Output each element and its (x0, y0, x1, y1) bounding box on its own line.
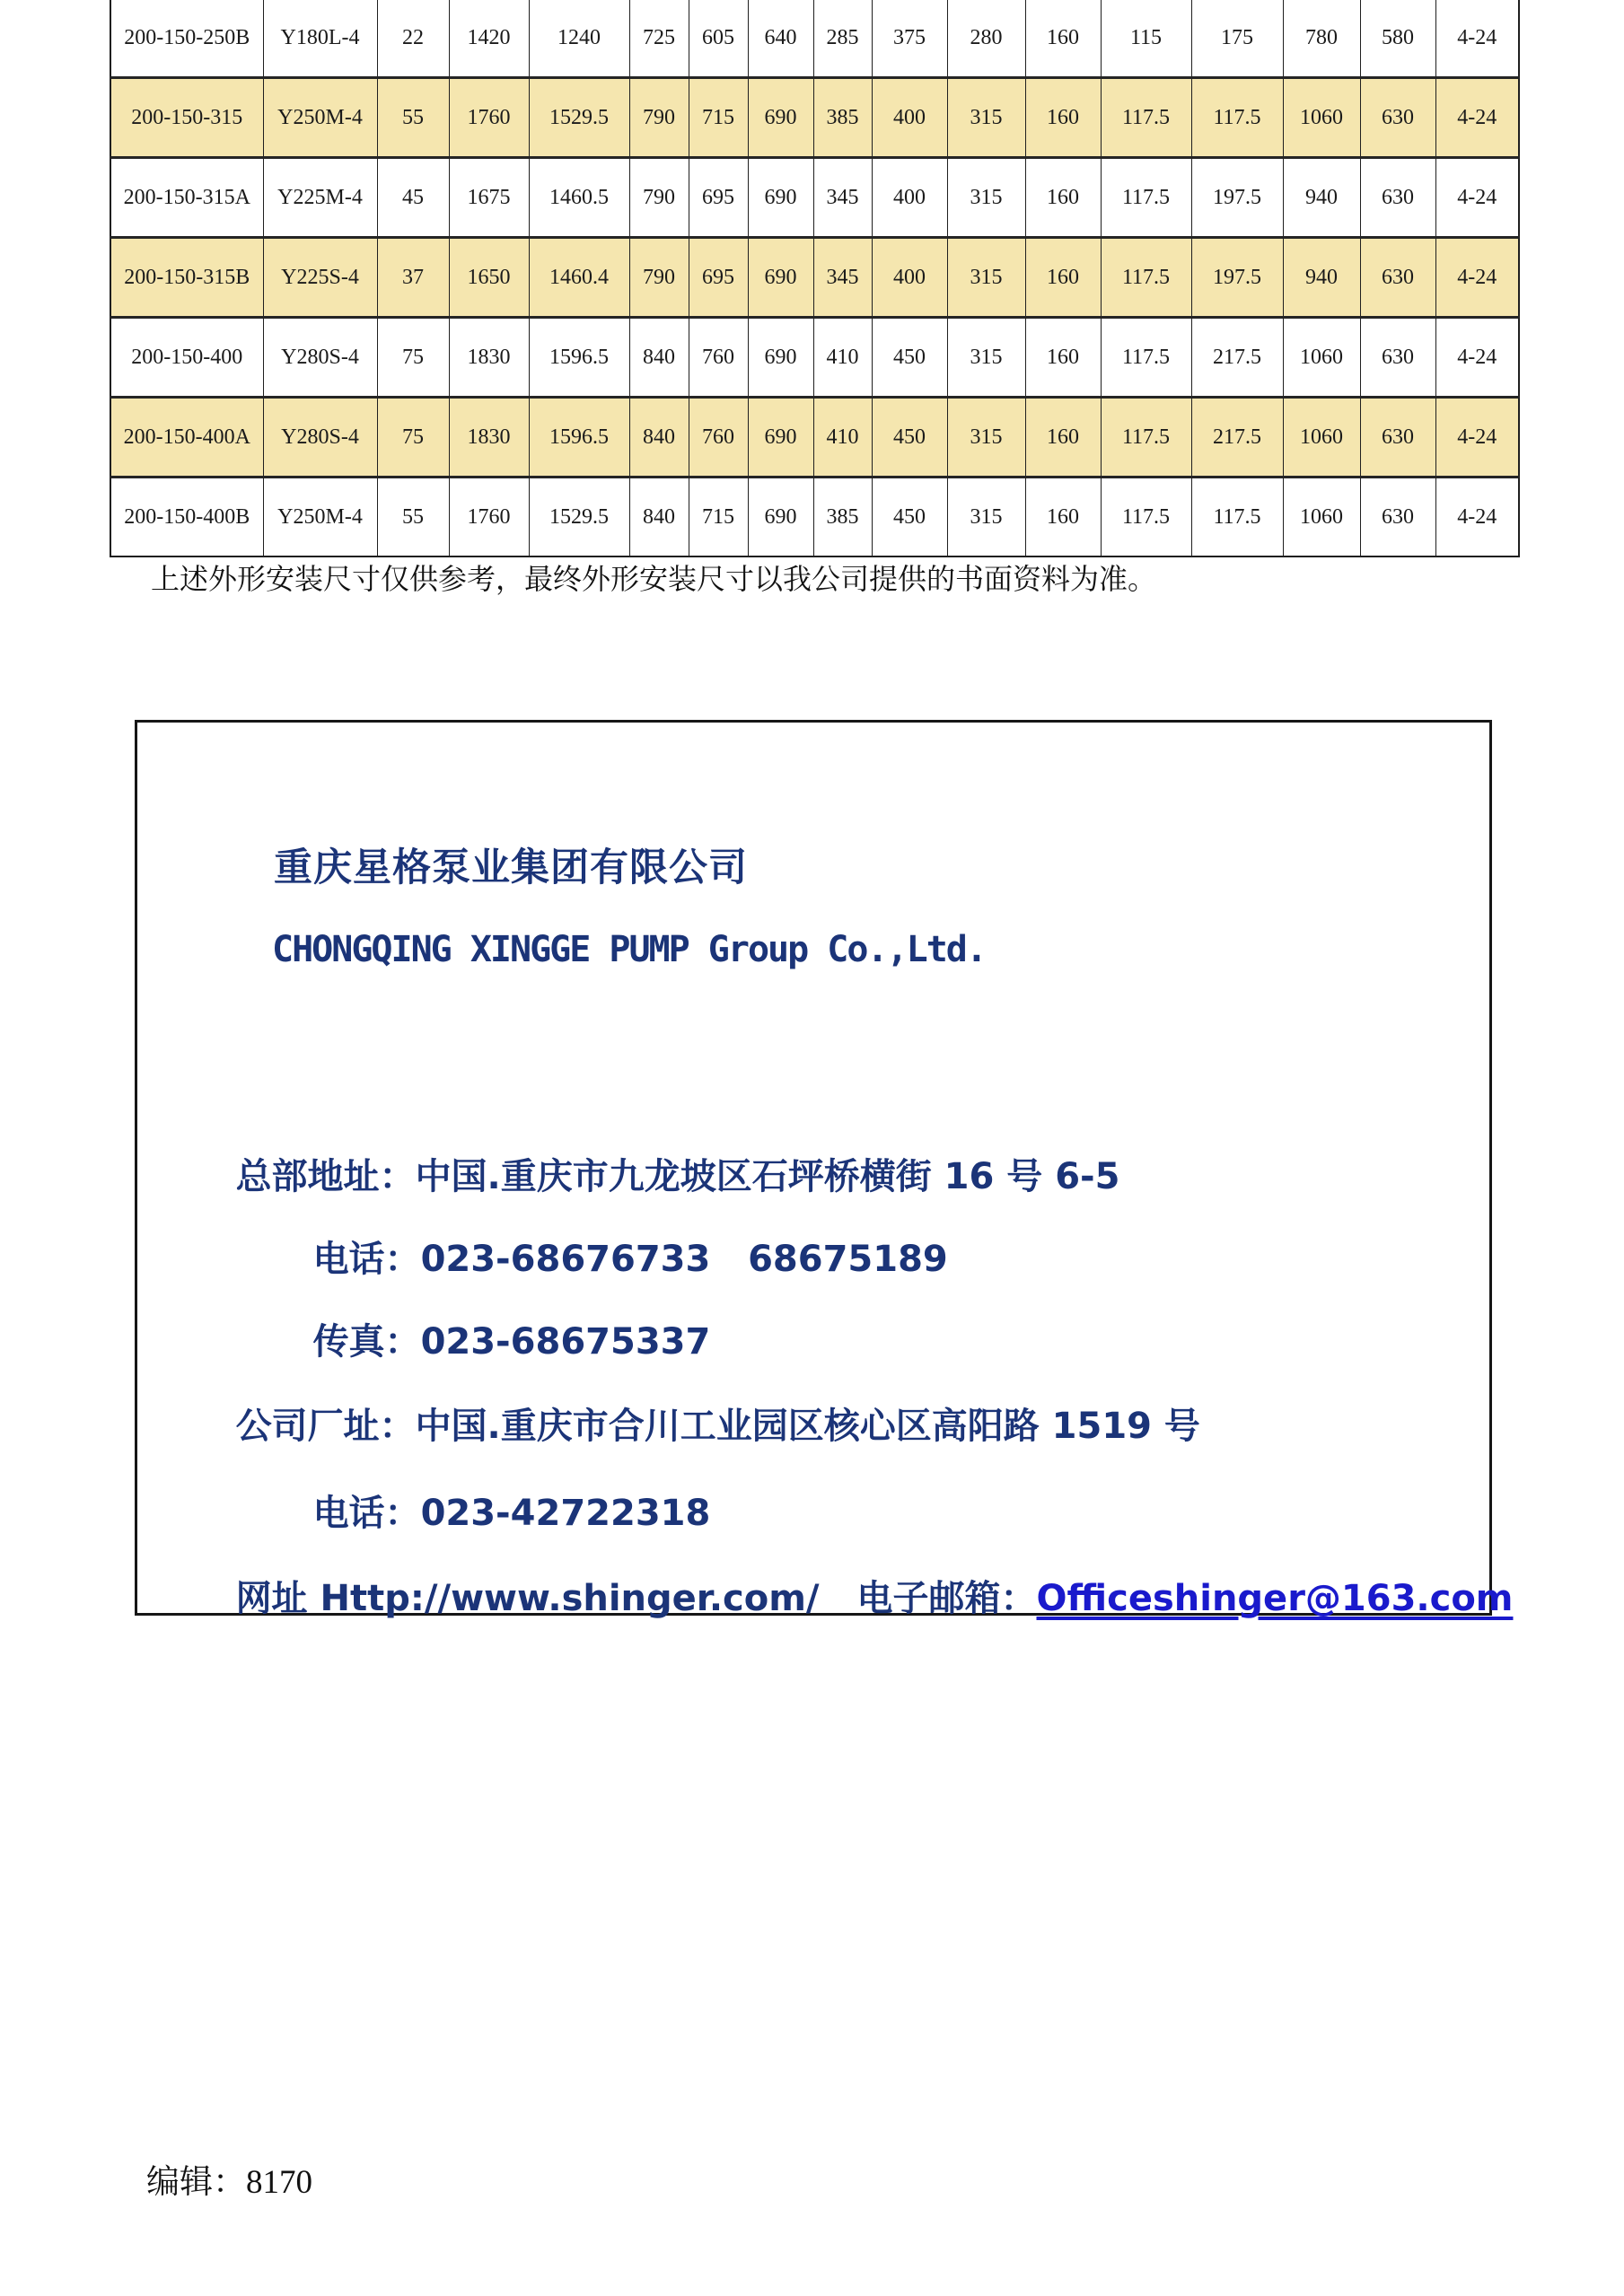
table-cell: 640 (748, 0, 813, 78)
table-cell: 315 (947, 398, 1025, 478)
table-cell: 75 (377, 318, 449, 398)
table-cell: 55 (377, 78, 449, 158)
table-cell: 1830 (449, 318, 529, 398)
hq-phone-value: 023-68676733 68675189 (420, 1239, 948, 1280)
table-cell: 630 (1360, 238, 1435, 318)
table-cell: Y225M-4 (263, 158, 377, 238)
table-cell: 160 (1025, 78, 1101, 158)
table-cell: 780 (1283, 0, 1360, 78)
table-cell: Y180L-4 (263, 0, 377, 78)
table-cell: 760 (689, 398, 748, 478)
table-cell: 1760 (449, 478, 529, 557)
table-cell: 375 (872, 0, 947, 78)
table-cell: 690 (748, 318, 813, 398)
table-cell: 1830 (449, 398, 529, 478)
fax-label: 传真： (312, 1321, 421, 1363)
table-cell: 1760 (449, 78, 529, 158)
table-cell: Y250M-4 (263, 78, 377, 158)
table-cell: 160 (1025, 158, 1101, 238)
table-row (110, 318, 1519, 398)
table-cell: 4-24 (1435, 478, 1519, 557)
table-cell: 580 (1360, 0, 1435, 78)
table-cell: 280 (947, 0, 1025, 78)
table-cell: 200-150-400A (110, 398, 263, 478)
table-cell: 160 (1025, 0, 1101, 78)
table-cell: 695 (689, 238, 748, 318)
table-cell: 840 (629, 478, 689, 557)
table-cell: 790 (629, 158, 689, 238)
table-cell: 1596.5 (529, 318, 629, 398)
table-row (110, 238, 1519, 318)
factory-address-value: 中国.重庆市合川工业园区核心区高阳路 1519 号 (415, 1406, 1200, 1447)
table-cell: 4-24 (1435, 0, 1519, 78)
table-row (110, 78, 1519, 158)
table-cell: 630 (1360, 78, 1435, 158)
table-cell: 1529.5 (529, 78, 629, 158)
table-cell: 217.5 (1191, 318, 1283, 398)
table-cell: 115 (1101, 0, 1191, 78)
table-cell: 725 (629, 0, 689, 78)
table-cell: 200-150-250B (110, 0, 263, 78)
table-cell: 55 (377, 478, 449, 557)
table-cell: 315 (947, 318, 1025, 398)
company-info-box (135, 720, 1514, 1619)
table-row (110, 0, 1519, 78)
hq-phone-label: 电话： (312, 1239, 421, 1280)
table-cell: 400 (872, 158, 947, 238)
table-cell: 160 (1025, 318, 1101, 398)
table-cell: 1650 (449, 238, 529, 318)
factory-phone-value: 023-42722318 (420, 1493, 711, 1534)
table-cell: 790 (629, 238, 689, 318)
table-cell: 75 (377, 398, 449, 478)
table-cell: 940 (1283, 238, 1360, 318)
email-link[interactable]: Officeshinger@163.com (1036, 1578, 1514, 1619)
table-cell: 197.5 (1191, 158, 1283, 238)
table-cell: 410 (813, 398, 872, 478)
table-cell: 217.5 (1191, 398, 1283, 478)
table-cell: 790 (629, 78, 689, 158)
table-cell: 315 (947, 78, 1025, 158)
table-cell: 200-150-400B (110, 478, 263, 557)
hq-address-label: 总部地址： (235, 1156, 416, 1197)
table-cell: 315 (947, 158, 1025, 238)
table-cell: 4-24 (1435, 238, 1519, 318)
table-cell: 345 (813, 158, 872, 238)
table-cell: 630 (1360, 478, 1435, 557)
hq-address-value: 中国.重庆市九龙坡区石坪桥横街 16 号 6-5 (415, 1156, 1120, 1197)
table-cell: 315 (947, 238, 1025, 318)
table-cell: 1460.4 (529, 238, 629, 318)
table-cell: 715 (689, 78, 748, 158)
table-cell: 690 (748, 398, 813, 478)
table-cell: 175 (1191, 0, 1283, 78)
table-cell: 117.5 (1191, 78, 1283, 158)
table-cell: 1060 (1283, 318, 1360, 398)
table-cell: 385 (813, 78, 872, 158)
table-cell: 690 (748, 78, 813, 158)
table-cell: Y280S-4 (263, 318, 377, 398)
table-cell: 197.5 (1191, 238, 1283, 318)
table-cell: 345 (813, 238, 872, 318)
table-cell: 690 (748, 238, 813, 318)
table-cell: 385 (813, 478, 872, 557)
table-cell: 4-24 (1435, 398, 1519, 478)
table-cell: 117.5 (1101, 238, 1191, 318)
company-name-en: CHONGQING XINGGE PUMP Group Co.,Ltd. (272, 929, 986, 970)
website-label: 网址 (235, 1578, 320, 1619)
table-cell: Y225S-4 (263, 238, 377, 318)
table-cell: 117.5 (1191, 478, 1283, 557)
factory-phone-label: 电话： (312, 1493, 421, 1534)
table-cell: 840 (629, 398, 689, 478)
table-cell: 200-150-400 (110, 318, 263, 398)
table-cell: 117.5 (1101, 158, 1191, 238)
table-cell: 630 (1360, 398, 1435, 478)
table-cell: 22 (377, 0, 449, 78)
table-cell: 630 (1360, 318, 1435, 398)
pump-dimensions-table (110, 0, 1520, 557)
table-cell: Y250M-4 (263, 478, 377, 557)
web-email-line (161, 1529, 1513, 1662)
table-cell: 1529.5 (529, 478, 629, 557)
table-cell: 4-24 (1435, 78, 1519, 158)
table-cell: 160 (1025, 398, 1101, 478)
email-label: 电子邮箱： (856, 1578, 1037, 1619)
table-cell: 690 (748, 478, 813, 557)
fax-value: 023-68675337 (420, 1321, 711, 1363)
table-cell: 605 (689, 0, 748, 78)
table-cell: 450 (872, 398, 947, 478)
company-name-cn: 重庆星格泵业集团有限公司 (274, 846, 748, 890)
table-cell: 37 (377, 238, 449, 318)
table-cell: 200-150-315A (110, 158, 263, 238)
table-cell: 400 (872, 238, 947, 318)
table-cell: 1060 (1283, 478, 1360, 557)
table-cell: 1420 (449, 0, 529, 78)
table-cell: 117.5 (1101, 398, 1191, 478)
table-cell: 690 (748, 158, 813, 238)
table-row (110, 478, 1519, 557)
table-cell: 117.5 (1101, 318, 1191, 398)
table-cell: 1675 (449, 158, 529, 238)
table-cell: 400 (872, 78, 947, 158)
table-cell: 450 (872, 478, 947, 557)
table-cell: 160 (1025, 238, 1101, 318)
table-row (110, 158, 1519, 238)
table-cell: 117.5 (1101, 478, 1191, 557)
website-url: Http://www.shinger.com/ (320, 1578, 820, 1619)
table-cell: 410 (813, 318, 872, 398)
table-cell: 285 (813, 0, 872, 78)
pump-table-body (110, 0, 1519, 556)
table-cell: 117.5 (1101, 78, 1191, 158)
table-cell: 4-24 (1435, 158, 1519, 238)
table-cell: 45 (377, 158, 449, 238)
table-cell: 160 (1025, 478, 1101, 557)
table-cell: 695 (689, 158, 748, 238)
table-cell: 715 (689, 478, 748, 557)
factory-address-label: 公司厂址： (235, 1406, 416, 1447)
table-row (110, 398, 1519, 478)
table-cell: 315 (947, 478, 1025, 557)
table-cell: Y280S-4 (263, 398, 377, 478)
table-cell: 1460.5 (529, 158, 629, 238)
table-cell: 630 (1360, 158, 1435, 238)
table-cell: 200-150-315B (110, 238, 263, 318)
table-cell: 450 (872, 318, 947, 398)
table-cell: 840 (629, 318, 689, 398)
table-cell: 4-24 (1435, 318, 1519, 398)
table-cell: 200-150-315 (110, 78, 263, 158)
table-cell: 1060 (1283, 398, 1360, 478)
table-cell: 940 (1283, 158, 1360, 238)
table-cell: 1596.5 (529, 398, 629, 478)
table-cell: 760 (689, 318, 748, 398)
editor-note: 编辑：8170 (146, 2164, 312, 2201)
disclaimer-note: 上述外形安装尺寸仅供参考，最终外形安装尺寸以我公司提供的书面资料为准。 (151, 563, 1157, 595)
table-cell: 1240 (529, 0, 629, 78)
table-cell: 1060 (1283, 78, 1360, 158)
